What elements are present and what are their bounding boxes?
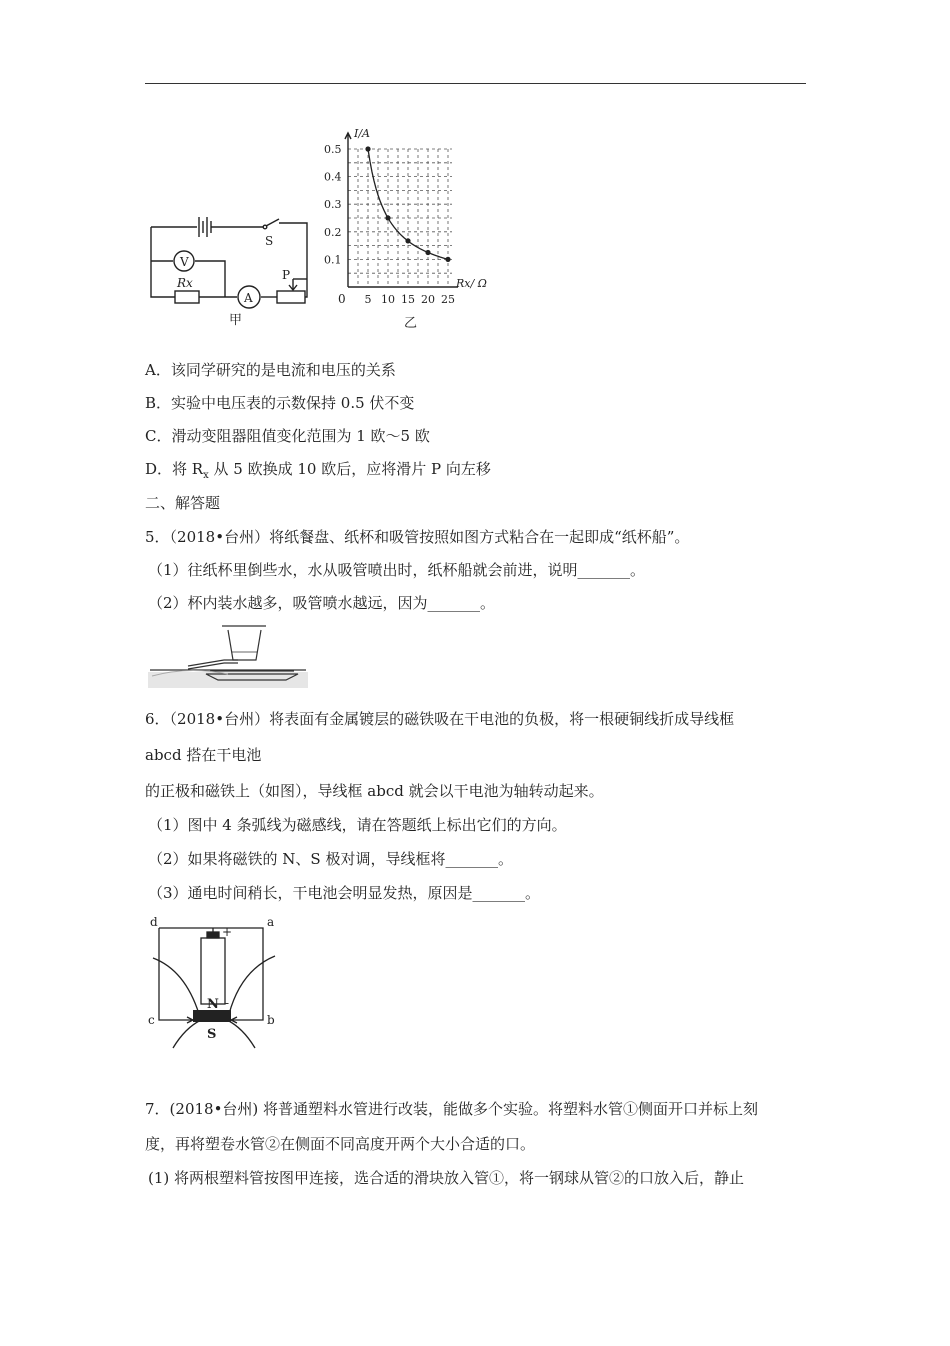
origin-label: 0 xyxy=(338,292,346,306)
data-point xyxy=(365,146,370,151)
circuit-caption: 甲 xyxy=(229,313,243,328)
slider-label: P xyxy=(282,268,291,282)
ammeter-label: A xyxy=(244,291,253,305)
resistor-label: Rx xyxy=(177,276,193,290)
voltmeter-label: V xyxy=(180,255,189,269)
circuit-diagram xyxy=(145,205,315,330)
option-d-subscript: x xyxy=(203,470,209,481)
graph-caption: 乙 xyxy=(404,316,418,331)
x-tick-label: 25 xyxy=(441,293,455,306)
data-point xyxy=(405,238,410,243)
x-tick-label: 5 xyxy=(364,293,372,306)
option-d xyxy=(145,459,491,486)
label-b: b xyxy=(267,1013,275,1027)
q7-stem-line1: 7．(2018•台州) 将普通塑料水管进行改装，能做多个实验。将塑料水管①侧面开口并标上刻 xyxy=(145,1100,759,1118)
y-tick-label: 0.3 xyxy=(324,198,342,212)
x-tick-label: 10 xyxy=(381,293,395,306)
header-rule xyxy=(145,83,806,84)
q5-part1: （1）往纸杯里倒些水，水从吸管喷出时，纸杯船就会前进，说明_______。 xyxy=(148,561,646,579)
q5-stem: 5．（2018•台州）将纸餐盘、纸杯和吸管按照如图方式粘合在一起即成“纸杯船”。 xyxy=(145,528,690,546)
q6-stem-line2: abcd 搭在干电池 xyxy=(145,746,262,764)
option-a: A．该同学研究的是电流和电压的关系 xyxy=(145,361,396,379)
label-a: a xyxy=(267,915,275,929)
q6-part2: （2）如果将磁铁的 N、S 极对调，导线框将_______。 xyxy=(148,850,513,868)
option-c: C．滑动变阻器阻值变化范围为 1 欧～5 欧 xyxy=(145,427,430,445)
y-tick-label: 0.1 xyxy=(324,253,342,267)
q5-part2: （2）杯内装水越多，吸管喷水越远，因为_______。 xyxy=(148,594,496,612)
q6-part3: （3）通电时间稍长，干电池会明显发热，原因是_______。 xyxy=(148,884,541,902)
label-d: d xyxy=(150,915,158,929)
label-c: c xyxy=(148,1013,155,1027)
x-tick-label: 15 xyxy=(401,293,415,306)
label-s: S xyxy=(207,1027,217,1042)
q6-stem-line1: 6．（2018•台州）将表面有金属镀层的磁铁吸在干电池的负极，将一根硬铜线折成导线框 xyxy=(145,710,735,728)
y-axis-label: I/A xyxy=(354,127,370,140)
q6-stem-line3: 的正极和磁铁上（如图），导线框 abcd 就会以干电池为轴转动起来。 xyxy=(145,782,604,800)
data-point xyxy=(385,215,390,220)
label-plus: + xyxy=(222,925,233,939)
option-d-prefix: D．将 R xyxy=(145,460,204,478)
label-minus: - xyxy=(225,996,230,1010)
option-d-suffix: 从 5 欧换成 10 欧后，应将滑片 P 向左移 xyxy=(208,460,491,478)
paper-cup-boat-figure xyxy=(148,622,308,690)
y-tick-label: 0.2 xyxy=(324,225,342,239)
q7-part1: (1) 将两根塑料管按图甲连接，选合适的滑块放入管①，将一钢球从管②的口放入后，静止 xyxy=(148,1169,745,1187)
section-title: 二、解答题 xyxy=(145,494,221,512)
y-tick-label: 0.4 xyxy=(324,170,342,184)
x-axis-label: Rx/ Ω xyxy=(456,277,487,290)
data-point xyxy=(445,257,450,262)
battery-magnet-figure xyxy=(145,910,285,1050)
label-n: N xyxy=(207,997,219,1012)
q6-part1: （1）图中 4 条弧线为磁感线，请在答题纸上标出它们的方向。 xyxy=(148,816,567,834)
current-resistance-graph xyxy=(318,125,508,335)
data-point xyxy=(425,250,430,255)
y-tick-label: 0.5 xyxy=(324,143,342,156)
x-tick-label: 20 xyxy=(421,293,435,306)
switch-label: S xyxy=(265,234,274,248)
option-b: B．实验中电压表的示数保持 0.5 伏不变 xyxy=(145,394,415,412)
q7-stem-line2: 度，再将塑卷水管②在侧面不同高度开两个大小合适的口。 xyxy=(145,1135,536,1153)
